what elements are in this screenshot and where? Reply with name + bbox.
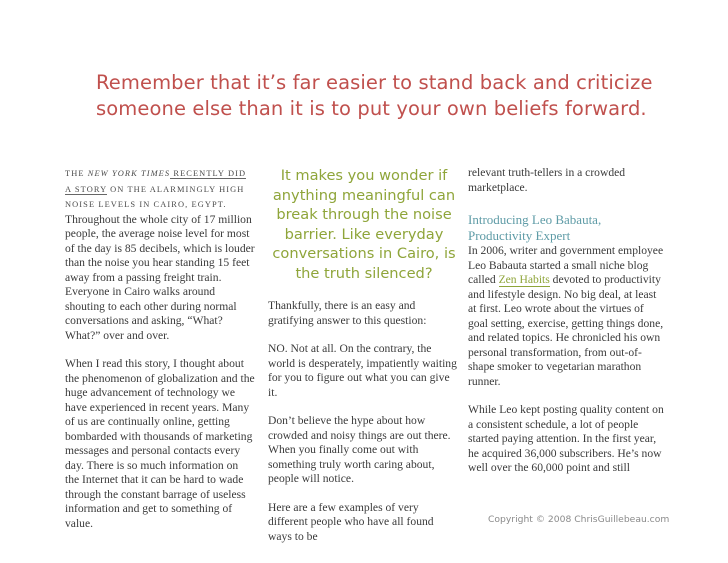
- copyright-footer: Copyright © 2008 ChrisGuillebeau.com: [488, 514, 670, 525]
- publication-name: NEW YORK TIMES: [87, 169, 171, 178]
- column-3-paragraph-1: [468, 244, 664, 389]
- pull-quote: It makes you wonder if anything meaningful can break through the noise barrier. Like everyday conversations in Cairo, is the truth silenced?: [272, 167, 456, 282]
- column-2-paragraph-2: NO. Not at all. On the contrary, the world is desperately, impatiently waiting for you to figure out what you can give it.: [268, 342, 457, 399]
- column-1-paragraph-1: [65, 166, 255, 343]
- paragraph-text-b: devoted to productivity and lifestyle design. No big deal, at least at first. Leo wrote about the virtues of goal setting, exercise, getting things done, and related topics. He chronicled his own personal transformation, from out-of-shape smoker to vegetarian marathon runner.: [468, 273, 664, 388]
- column-2: [268, 165, 460, 558]
- zen-habits-link[interactable]: Zen Habits: [498, 273, 550, 286]
- lead-in-text-c: ON THE ALARMINGLY HIGH NOISE LEVELS IN CAIRO, EGYPT.: [65, 184, 245, 209]
- paragraph-body: Throughout the whole city of 17 million people, the average noise level for most of the day is 85 decibels, which is louder than the noise you hear standing 15 feet away from a passing freight train. Everyone in Cairo walks around shouting to each other during normal conversations and asking, “What? What?” over and over.: [65, 212, 255, 342]
- lead-in: [65, 169, 246, 209]
- column-3: [468, 166, 664, 490]
- column-1: [65, 166, 255, 545]
- paragraph-text-a: In 2006, writer and government employee Leo Babauta started a small niche blog called: [468, 244, 664, 286]
- column-2-paragraph-4: Here are a few examples of very different people who have all found ways to be: [268, 500, 434, 543]
- column-3-paragraph-0: relevant truth-tellers in a crowded marketplace.: [468, 166, 626, 194]
- headline: Remember that it’s far easier to stand back and criticize someone else than it is to put your own beliefs forward.: [96, 71, 653, 120]
- column-2-paragraph-1: Thankfully, there is an easy and gratifying answer to this question:: [268, 299, 427, 327]
- column-2-paragraph-3: Don’t believe the hype about how crowded and noisy things are out there. When you finally come out with something truly worth caring about, people will notice.: [268, 414, 451, 485]
- column-3-paragraph-2: While Leo kept posting quality content on a consistent schedule, a lot of people started paying attention. In the first year, he acquired 36,000 subscribers. He’s now well over the 60,000 point and still: [468, 403, 664, 474]
- column-1-paragraph-2: When I read this story, I thought about the phenomenon of globalization and the huge advancement of technology we have experienced in recent years. Many of us are continually online, getting bombarded with thousands of marketing messages and personal contacts every day. There is so much information on the Internet that it can be hard to wade through the constant barrage of useless information and get to something of value.: [65, 357, 255, 530]
- story-link[interactable]: RECENTLY DID A STORY: [65, 169, 247, 194]
- lead-in-text-a: THE: [65, 169, 88, 178]
- section-subhead: Introducing Leo Babauta, Productivity Expert: [468, 212, 602, 243]
